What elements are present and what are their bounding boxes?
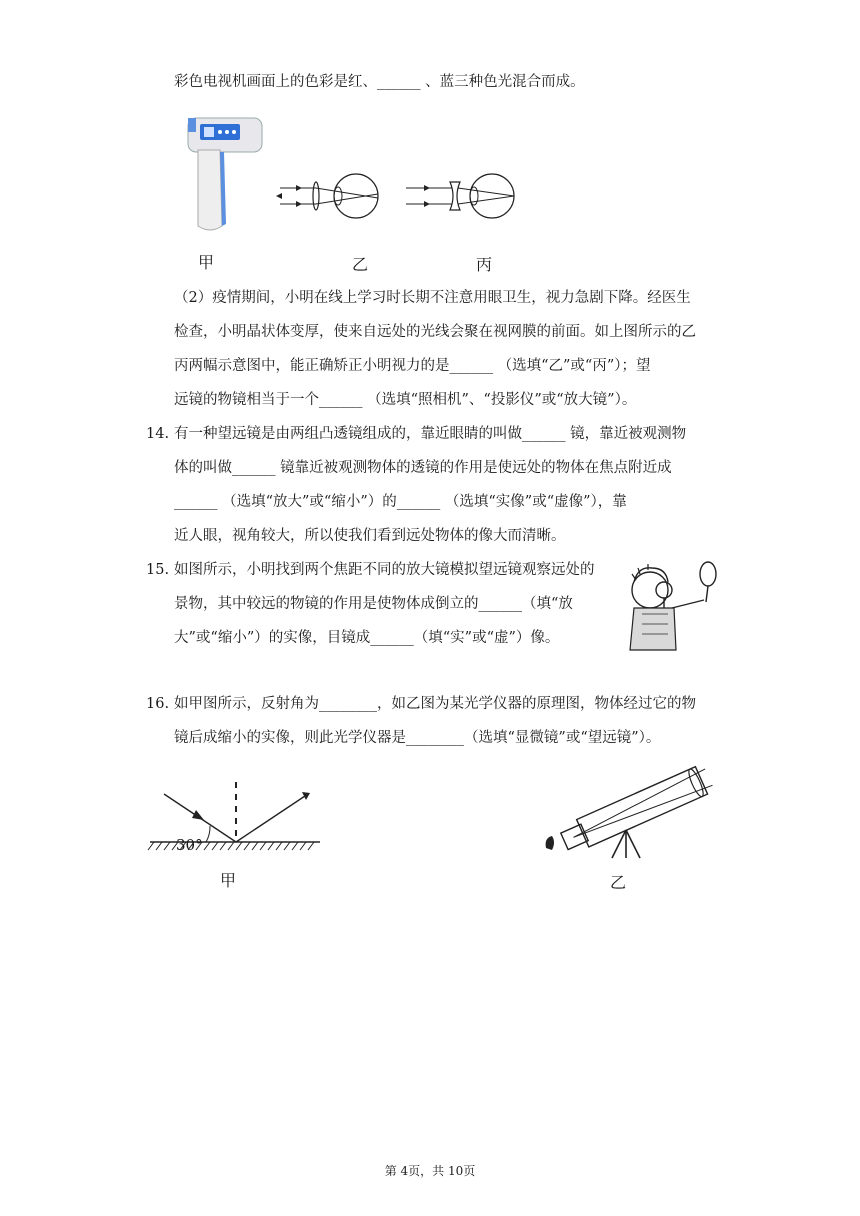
angle-label: 30° <box>176 836 203 854</box>
q16-line-1: 如甲图所示，反射角为________，如乙图为某光学仪器的原理图，物体经过它的物 <box>174 696 696 712</box>
intro-line: 彩色电视机画面上的色彩是红、______ 、蓝三种色光混合而成。 <box>174 74 585 90</box>
q15-line-2: 景物，其中较远的物镜的作用是使物体成倒立的______（填“放 <box>174 596 573 612</box>
telescope-diagram <box>538 752 718 862</box>
figure-row-1 <box>180 108 520 238</box>
reflection-diagram <box>146 774 326 854</box>
q14-line-4: 近人眼，视角较大，所以使我们看到远处物体的像大而清晰。 <box>174 528 566 544</box>
boy-with-magnifiers-image <box>612 552 724 652</box>
infrared-thermometer-image <box>188 118 262 230</box>
page-footer: 第 4页，共 10页 <box>384 1164 476 1178</box>
q14-line-2: 体的叫做______ 镜靠近被观测物体的透镜的作用是使远处的物体在焦点附近成 <box>174 460 672 476</box>
q15-number: 15. <box>146 562 170 578</box>
eye-concave-lens-diagram <box>406 174 514 218</box>
q13-line-4: 远镜的物镜相当于一个______ （选填“照相机”、“投影仪”或“放大镜”）。 <box>174 392 637 408</box>
q15-line-1: 如图所示，小明找到两个焦距不同的放大镜模拟望远镜观察远处的 <box>174 562 595 578</box>
q14-number: 14. <box>146 426 170 442</box>
caption-jia-1: 甲 <box>198 253 215 272</box>
q13-line-1: （2）疫情期间，小明在线上学习时长期不注意用眼卫生，视力急剧下降。经医生 <box>174 290 691 306</box>
q16-number: 16. <box>146 696 170 712</box>
q13-line-2: 检查，小明晶状体变厚，使来自远处的光线会聚在视网膜的前面。如上图所示的乙 <box>174 324 696 340</box>
caption-jia-2: 甲 <box>220 871 237 890</box>
eye-convex-lens-diagram <box>276 174 378 218</box>
q16-line-2: 镜后成缩小的实像，则此光学仪器是________（选填“显微镜”或“望远镜”）。 <box>174 730 661 746</box>
caption-bing-1: 丙 <box>476 255 493 274</box>
caption-yi-2: 乙 <box>610 873 627 892</box>
q14-line-1: 有一种望远镜是由两组凸透镜组成的，靠近眼睛的叫做______ 镜，靠近被观测物 <box>174 426 687 442</box>
q15-line-3: 大”或“缩小”）的实像，目镜成______（填“实”或“虚”）像。 <box>174 630 560 646</box>
q14-line-3: ______ （选填“放大”或“缩小”）的______ （选填“实像”或“虚像”），靠 <box>174 494 627 510</box>
q13-line-3: 丙两幅示意图中，能正确矫正小明视力的是______ （选填“乙”或“丙”）；望 <box>174 358 651 374</box>
caption-yi-1: 乙 <box>352 255 369 274</box>
